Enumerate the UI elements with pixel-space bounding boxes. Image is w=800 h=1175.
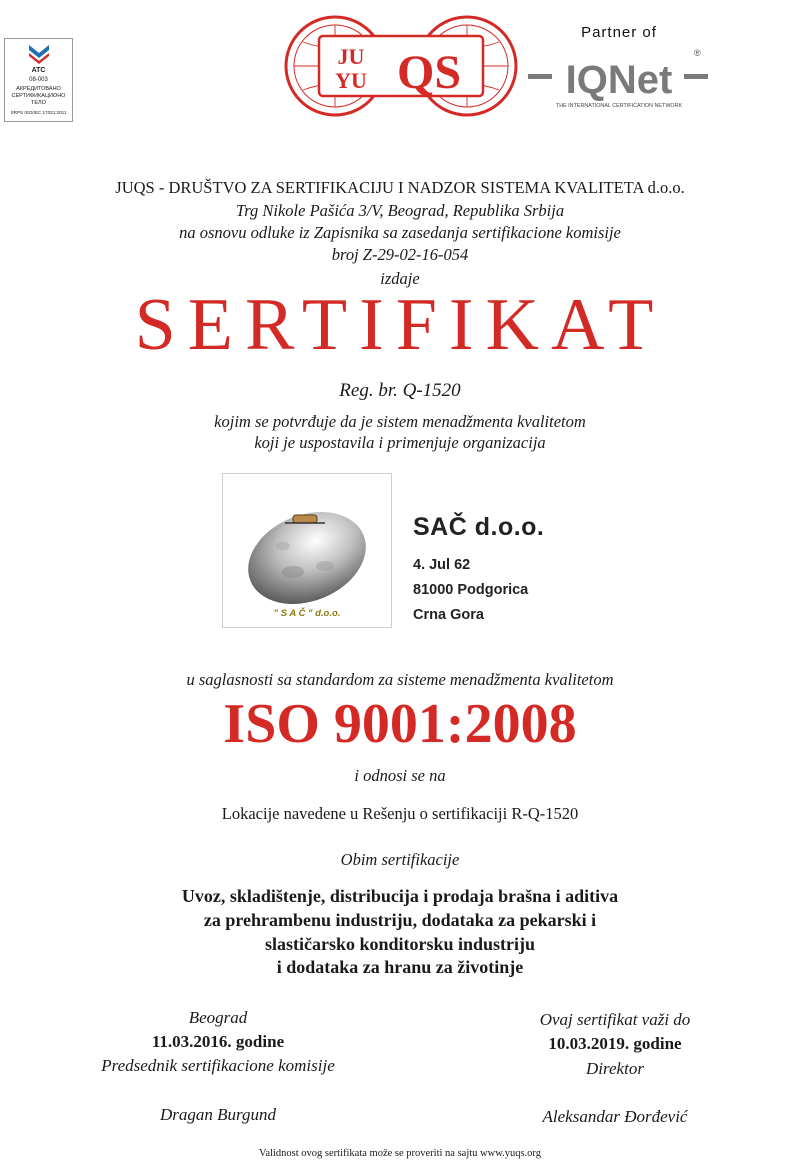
iqnet-logo-text: IQNet bbox=[565, 58, 673, 102]
signature-left-name: Dragan Burgund bbox=[159, 1105, 276, 1124]
issuer-decision: na osnovu odluke iz Zapisnika sa zasedanja sertifikacione komisije bbox=[179, 223, 621, 242]
iqnet-registered-mark: ® bbox=[694, 48, 701, 58]
signature-right-name: Aleksandar Đorđević bbox=[542, 1107, 688, 1126]
scope-label: Obim sertifikacije bbox=[340, 850, 460, 869]
certificate-title: SERTIFIKAT bbox=[134, 284, 666, 366]
scope-line-3: slastičarsko konditorsku industriju bbox=[264, 934, 536, 954]
juqs-logo-qs: QS bbox=[396, 46, 462, 99]
certificate-confirms-1: kojim se potvrđuje da je sistem menadžmenta kvalitetom bbox=[214, 412, 586, 431]
atc-accreditation-badge bbox=[4, 38, 73, 122]
signature-right-date: 10.03.2019. godine bbox=[548, 1034, 682, 1053]
organization-street: 4. Jul 62 bbox=[413, 557, 471, 573]
iqnet-partner-text: Partner of bbox=[581, 24, 657, 41]
signature-left-date: 11.03.2016. godine bbox=[151, 1032, 285, 1051]
signature-right-role: Direktor bbox=[586, 1059, 644, 1078]
issuer-reference: broj Z-29-02-16-054 bbox=[331, 245, 469, 264]
atc-standard: SRPS ISO/IEC 17021:2011 bbox=[10, 110, 67, 115]
signature-left-role: Predsednik sertifikacione komisije bbox=[101, 1056, 335, 1075]
scope-line-1: Uvoz, skladištenje, distribucija i prodaja brašna i aditiva bbox=[181, 886, 619, 906]
organization-country: Crna Gora bbox=[413, 607, 484, 623]
certificate-reg-number: Reg. br. Q-1520 bbox=[339, 380, 461, 401]
juqs-logo-yu: YU bbox=[335, 68, 367, 93]
issuer-name: JUQS - DRUŠTVO ZA SERTIFIKACIJU I NADZOR SISTEMA KVALITETA d.o.o. bbox=[115, 178, 685, 197]
atc-line-2: СЕРТИФИКАЦИОНО bbox=[11, 93, 66, 99]
organization-logo bbox=[222, 473, 392, 628]
standard-name: ISO 9001:2008 bbox=[223, 693, 577, 755]
standard-intro: u saglasnosti sa standardom za sisteme menadžmenta kvalitetom bbox=[186, 670, 614, 689]
issuer-issues: izdaje bbox=[380, 269, 420, 288]
footer-validity-note: Validnost ovog sertifikata može se proveriti na sajtu www.yuqs.org bbox=[259, 1148, 541, 1159]
atc-line-3: ТЕЛО bbox=[31, 100, 46, 106]
juqs-logo bbox=[283, 8, 519, 128]
stone-logo-icon bbox=[223, 474, 391, 627]
atc-line-1: АКРЕДИТОВАНО bbox=[16, 86, 61, 92]
iqnet-subtitle: THE INTERNATIONAL CERTIFICATION NETWORK bbox=[555, 103, 683, 109]
atc-code: 08-003 bbox=[29, 77, 48, 83]
certificate-confirms-2: koji je uspostavila i primenjuje organizacija bbox=[254, 433, 546, 452]
atc-logo-icon bbox=[26, 43, 52, 65]
standard-locations: Lokacije navedene u Rešenju o sertifikaciji R-Q-1520 bbox=[221, 804, 579, 823]
iqnet-logo bbox=[524, 48, 714, 110]
scope-line-2: za prehrambenu industriju, dodataka za pekarski i bbox=[203, 910, 597, 930]
organization-logo-text: " S A Č " d.o.o. bbox=[273, 608, 341, 619]
organization-name: SAČ d.o.o. bbox=[413, 513, 545, 541]
signature-left-place: Beograd bbox=[188, 1008, 248, 1027]
organization-city: 81000 Podgorica bbox=[413, 582, 529, 598]
juqs-logo-ju: JU bbox=[337, 44, 365, 69]
atc-label: ATC bbox=[31, 67, 46, 74]
standard-refers: i odnosi se na bbox=[354, 766, 446, 785]
issuer-address: Trg Nikole Pašića 3/V, Beograd, Republika Srbija bbox=[235, 201, 565, 220]
scope-line-4: i dodataka za hranu za životinje bbox=[276, 957, 524, 977]
signature-right-valid: Ovaj sertifikat važi do bbox=[539, 1010, 691, 1029]
